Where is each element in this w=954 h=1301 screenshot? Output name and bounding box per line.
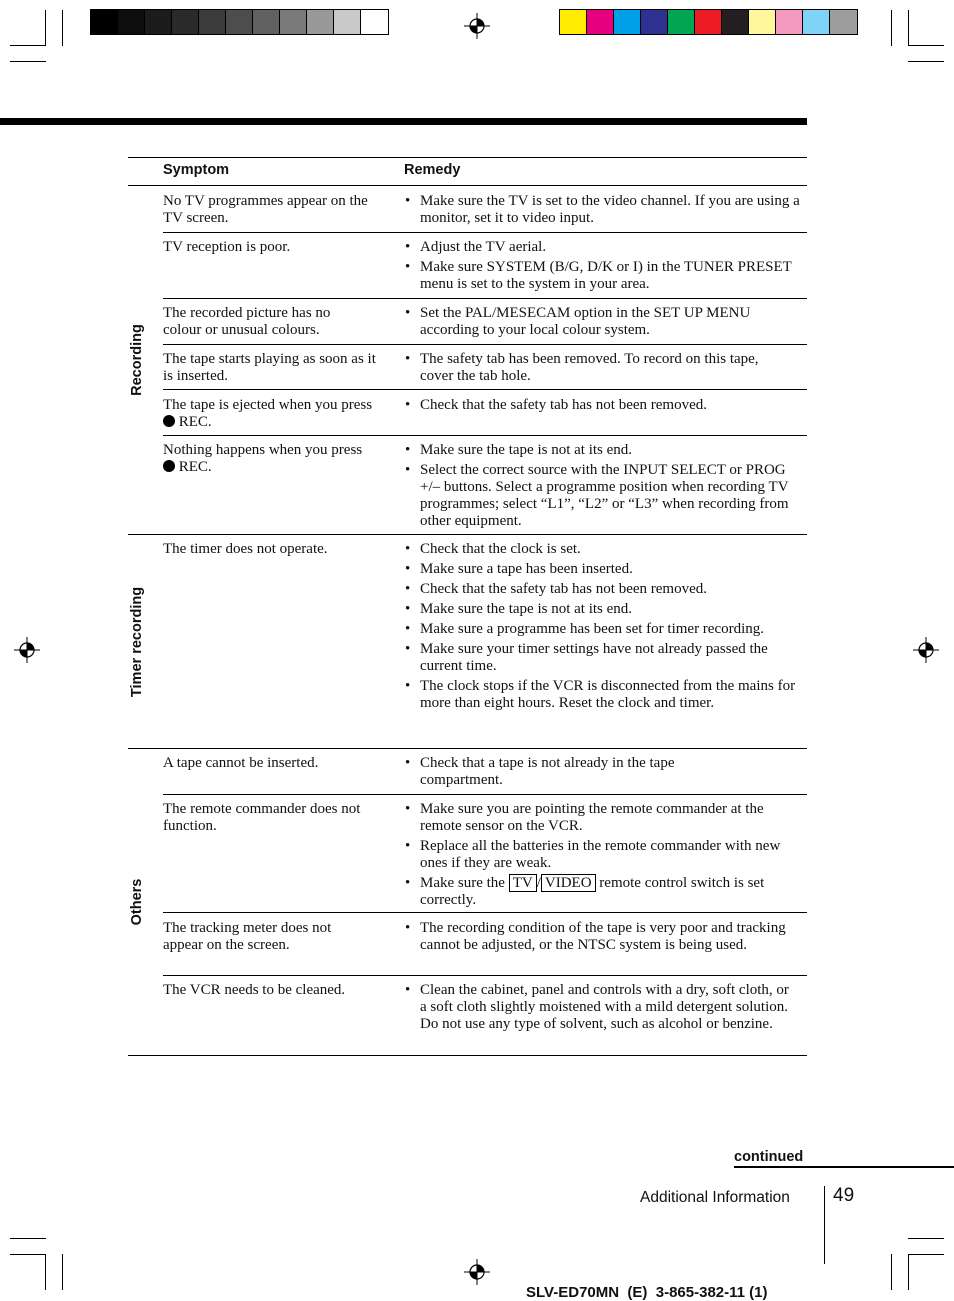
row-divider (163, 975, 807, 976)
crop-mark (908, 1254, 909, 1290)
video-switch-label: VIDEO (541, 874, 596, 892)
page-number: 49 (833, 1185, 855, 1206)
crop-mark (62, 10, 63, 46)
symptom-text-pre: The tape is ejected when you press (163, 397, 373, 413)
remedy-item: • Select the correct source with the INPUT SELECT or PROG +/– buttons. Select a programme position when recording TV programmes; select “L1”, “L2” or “L3” when recording from other equipment. (405, 462, 807, 530)
top-rule (0, 118, 807, 125)
row-divider (163, 435, 807, 436)
remedy-item: • Set the PAL/MESECAM option in the SET UP MENU according to your local colour system. (405, 305, 807, 339)
remedy-text: Make sure the (420, 875, 509, 891)
gray-swatch (307, 10, 334, 34)
remedy-item: • Make sure SYSTEM (B/G, D/K or I) in the TUNER PRESET menu is set to the system in your area. (405, 259, 807, 293)
gray-swatch (145, 10, 172, 34)
color-swatch (668, 10, 695, 34)
crop-mark (908, 45, 944, 46)
crop-mark (10, 1238, 46, 1239)
gray-swatch (361, 10, 388, 34)
table-row-remedy-list (405, 442, 807, 533)
gray-swatch (253, 10, 280, 34)
color-calibration-bar (559, 9, 858, 35)
remedy-item: • Check that the safety tab has not been removed. (405, 397, 807, 414)
tv-switch-label: TV (509, 874, 537, 892)
color-swatch (803, 10, 830, 34)
table-row-symptom: The timer does not operate. (163, 541, 328, 557)
crop-mark (10, 1254, 46, 1255)
table-row-symptom: The tracking meter does not appear on the screen. (163, 920, 332, 953)
table-row-remedy-list (405, 801, 807, 912)
color-swatch (722, 10, 749, 34)
continued-label: continued (734, 1149, 804, 1165)
crop-mark (908, 1254, 944, 1255)
table-row-symptom (163, 397, 373, 431)
row-divider (163, 794, 807, 795)
symptom-text-post: REC. (175, 414, 212, 430)
table-row-remedy-list (405, 541, 807, 715)
color-swatch (695, 10, 722, 34)
table-row-symptom: A tape cannot be inserted. (163, 755, 319, 771)
header-symptom: Symptom (163, 162, 230, 178)
table-row-symptom: The recorded picture has no colour or unusual colours. (163, 305, 331, 338)
remedy-item: • The safety tab has been removed. To record on this tape, cover the tab hole. (405, 351, 785, 385)
crop-mark (891, 10, 892, 46)
remedy-text: remote control switch is set correctly. (420, 875, 765, 908)
remedy-item (405, 875, 807, 909)
remedy-item: • Check that the safety tab has not been removed. (405, 581, 807, 598)
row-divider (163, 344, 807, 345)
symptom-text-post: REC. (175, 459, 212, 475)
section-label-text: Others (129, 878, 145, 926)
gray-calibration-bar (90, 9, 389, 35)
row-divider (163, 232, 807, 233)
remedy-item: • Adjust the TV aerial. (405, 239, 807, 256)
remedy-item: • The clock stops if the VCR is disconnected from the mains for more than eight hours. Reset the clock and timer. (405, 678, 807, 712)
gray-swatch (172, 10, 199, 34)
table-row-symptom: The VCR needs to be cleaned. (163, 982, 346, 998)
table-row-remedy-list (405, 239, 807, 296)
gray-swatch (334, 10, 361, 34)
switch-separator: / (536, 875, 541, 891)
crop-mark (908, 1238, 944, 1239)
crop-mark (908, 10, 909, 46)
color-swatch (641, 10, 668, 34)
remedy-item: • Make sure you are pointing the remote commander at the remote sensor on the VCR. (405, 801, 807, 835)
remedy-item: • Check that the clock is set. (405, 541, 807, 558)
model-code: SLV-ED70MN (E) 3-865-382-11 (1) (526, 1284, 768, 1301)
crop-mark (10, 61, 46, 62)
remedy-item: • The recording condition of the tape is very poor and tracking cannot be adjusted, or the NTSC system is being used. (405, 920, 790, 954)
registration-target-icon (464, 1259, 490, 1285)
section-divider (128, 748, 807, 749)
table-row-remedy-list (405, 920, 790, 957)
color-swatch (830, 10, 857, 34)
table-row-remedy-list (405, 193, 807, 230)
gray-swatch (118, 10, 145, 34)
remedy-item: • Clean the cabinet, panel and controls with a dry, soft cloth, or a soft cloth slightly moistened with a mild detergent solution. Do not use any type of solvent, such as alcohol or benzine. (405, 982, 790, 1033)
section-label-others (128, 749, 146, 1055)
table-row-remedy-list (405, 305, 807, 342)
color-swatch (587, 10, 614, 34)
section-label-text: Timer recording (129, 586, 145, 697)
table-row-symptom: No TV programmes appear on the TV screen. (163, 193, 368, 226)
section-label-timer-recording (128, 535, 146, 748)
table-row-remedy-list (405, 351, 785, 388)
color-swatch (749, 10, 776, 34)
remedy-item: • Make sure a tape has been inserted. (405, 561, 807, 578)
remedy-item: • Make sure a programme has been set for timer recording. (405, 621, 807, 638)
color-swatch (614, 10, 641, 34)
header-rule (128, 185, 807, 186)
gray-swatch (199, 10, 226, 34)
registration-target-icon (14, 637, 40, 663)
crop-mark (45, 1254, 46, 1290)
table-row-remedy-list (405, 397, 807, 417)
color-swatch (776, 10, 803, 34)
gray-swatch (91, 10, 118, 34)
remedy-item: • Make sure the tape is not at its end. (405, 442, 807, 459)
table-row-symptom: The tape starts playing as soon as it is inserted. (163, 351, 376, 384)
crop-mark (62, 1254, 63, 1290)
table-row-symptom: The remote commander does not function. (163, 801, 361, 834)
table-top-rule (128, 157, 807, 158)
continued-rule (734, 1166, 954, 1168)
crop-mark (891, 1254, 892, 1290)
table-row-remedy-list (405, 982, 790, 1036)
section-label-text: Recording (129, 324, 145, 396)
table-row-symptom (163, 442, 368, 476)
row-divider (163, 912, 807, 913)
remedy-item: • Make sure the tape is not at its end. (405, 601, 807, 618)
section-label-recording (128, 186, 146, 534)
symptom-text-pre: Nothing happens when you press (163, 442, 363, 458)
table-row-remedy-list (405, 755, 745, 792)
registration-target-icon (464, 13, 490, 39)
footer-vertical-rule (824, 1186, 825, 1264)
color-swatch (560, 10, 587, 34)
remedy-item: • Check that a tape is not already in the tape compartment. (405, 755, 745, 789)
gray-swatch (280, 10, 307, 34)
section-footer-title: Additional Information (640, 1189, 790, 1206)
remedy-item: • Make sure your timer settings have not already passed the current time. (405, 641, 807, 675)
table-bottom-rule (128, 1055, 807, 1056)
table-row-symptom: TV reception is poor. (163, 239, 291, 255)
row-divider (163, 389, 807, 390)
crop-mark (908, 61, 944, 62)
record-dot-icon (163, 415, 175, 427)
record-dot-icon (163, 460, 175, 472)
gray-swatch (226, 10, 253, 34)
section-divider (128, 534, 807, 535)
crop-mark (10, 45, 46, 46)
crop-mark (45, 10, 46, 46)
row-divider (163, 298, 807, 299)
header-remedy: Remedy (404, 162, 461, 178)
remedy-item: • Replace all the batteries in the remote commander with new ones if they are weak. (405, 838, 807, 872)
remedy-item: • Make sure the TV is set to the video channel. If you are using a monitor, set it to video input. (405, 193, 807, 227)
registration-target-icon (913, 637, 939, 663)
